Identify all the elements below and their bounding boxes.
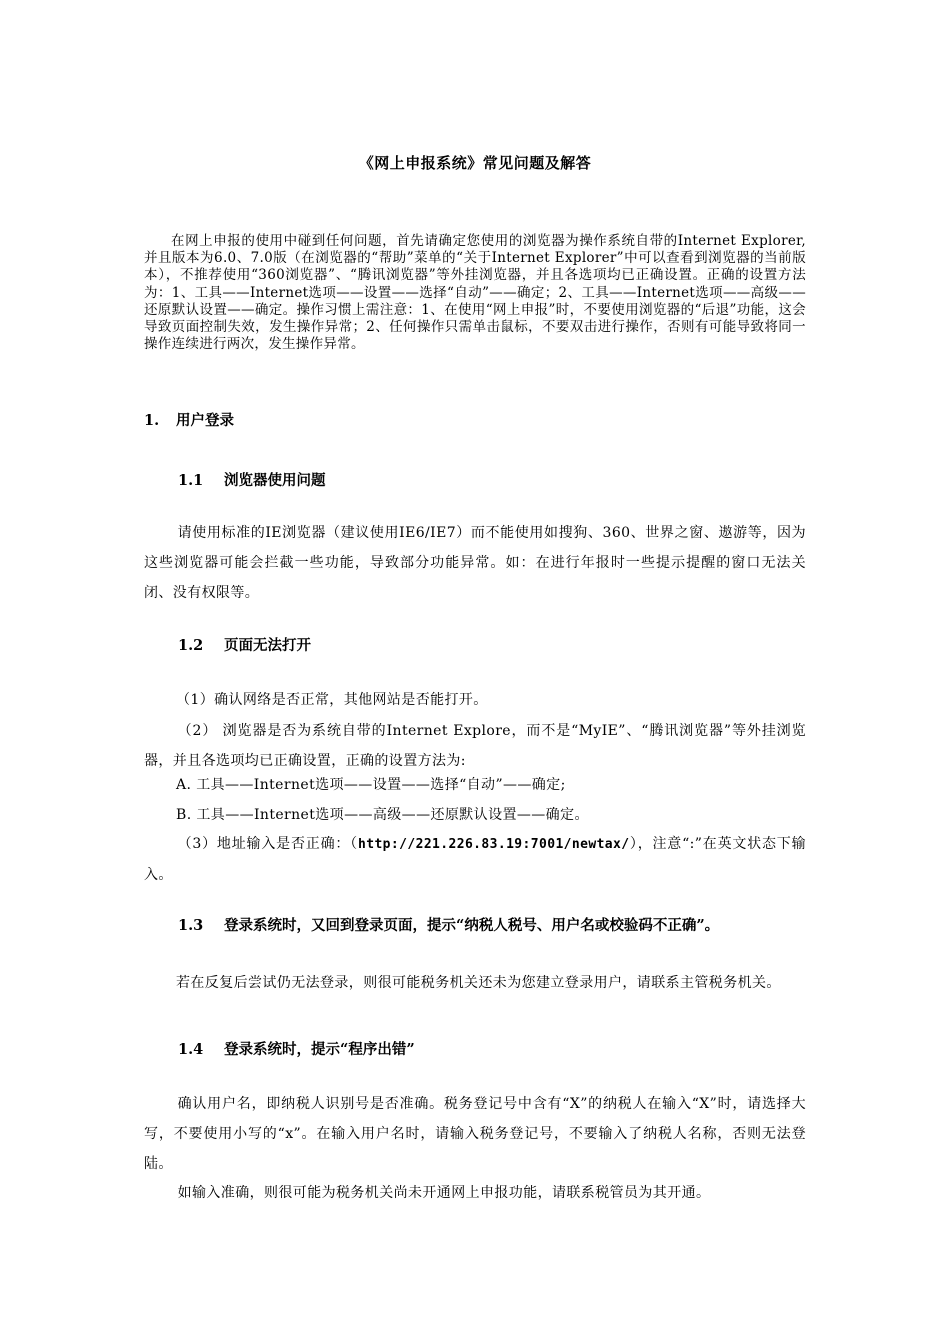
section-1-3-number: 1.3 bbox=[178, 917, 204, 934]
section-1-2-item-1: （1）确认网络是否正常，其他网站是否能打开。 bbox=[176, 692, 488, 708]
section-1-1-body: 请使用标准的IE浏览器（建议使用IE6/IE7）而不能使用如搜狗、360、世界之窗、遨游等，因为这些浏览器可能会拦截一些功能，导致部分功能异常。如：在进行年报时一些提示提醒的窗口无法关闭、没有权限等。 bbox=[144, 525, 806, 601]
section-1-2-item-3 bbox=[144, 829, 806, 890]
section-1-2-item-b: B. 工具——Internet选项——高级——还原默认设置——确定。 bbox=[176, 807, 589, 823]
intro-paragraph: 在网上申报的使用中碰到任何问题，首先请确定您使用的浏览器为操作系统自带的Internet Explorer,并且版本为6.0、7.0版（在浏览器的“帮助”菜单的“关于Internet Explorer”中可以查看到浏览器的当前版本），不推荐使用“360浏览器”、“腾讯浏览器”等外挂浏览器，并且各选项均已正确设置。正确的设置方法为：1、工具——Internet选项——设置——选择“自动”——确定；2、工具——Internet选项——高级——还原默认设置——确定。操作习惯上需注意：1、在使用“网上申报”时，不要使用浏览器的“后退”功能，这会导致页面控制失效，发生操作异常；2、任何操作只需单击鼠标，不要双击进行操作，否则有可能导致将同一操作连续进行两次，发生操作异常。 bbox=[144, 233, 806, 353]
section-1-2-heading bbox=[178, 634, 311, 655]
section-1-title: 用户登录 bbox=[176, 412, 234, 429]
section-1-3-body: 若在反复后尝试仍无法登录，则很可能税务机关还未为您建立登录用户，请联系主管税务机关。 bbox=[176, 975, 781, 991]
section-1-1-number: 1.1 bbox=[178, 472, 204, 489]
document-title: 《网上申报系统》常见问题及解答 bbox=[358, 154, 592, 172]
section-1-2-item-a: A. 工具——Internet选项——设置——选择“自动”——确定; bbox=[176, 777, 566, 793]
section-1-2-number: 1.2 bbox=[178, 637, 204, 654]
section-1-4-title: 登录系统时，提示“程序出错” bbox=[224, 1041, 415, 1058]
section-1-number: 1. bbox=[144, 412, 160, 429]
section-1-3-title: 登录系统时，又回到登录页面，提示“纳税人税号、用户名或校验码不正确”。 bbox=[224, 917, 720, 934]
section-1-2-title: 页面无法打开 bbox=[224, 637, 311, 654]
section-1-4-body-1: 确认用户名，即纳税人识别号是否准确。税务登记号中含有“X”的纳税人在输入“X”时，请选择大写，不要使用小写的“x”。在输入用户名时，请输入税务登记号，不要输入了纳税人名称，否则无法登陆。 bbox=[144, 1096, 806, 1172]
section-1-4-number: 1.4 bbox=[178, 1041, 204, 1058]
section-1-3-heading bbox=[178, 914, 719, 935]
system-url: http://221.226.83.19:7001/newtax/ bbox=[358, 837, 630, 852]
section-1-1-title: 浏览器使用问题 bbox=[224, 472, 326, 489]
section-1-2-item-2: （2） 浏览器是否为系统自带的Internet Explore，而不是“MyIE”、“腾讯浏览器”等外挂浏览器，并且各选项均已正确设置，正确的设置方法为: bbox=[144, 723, 806, 769]
section-1-4-body-2: 如输入准确，则很可能为税务机关尚未开通网上申报功能，请联系税管员为其开通。 bbox=[177, 1185, 711, 1201]
section-1-2-item-3-suffix: ），注意“:”在英文状态下输入。 bbox=[144, 836, 806, 883]
section-1-2-item-3-prefix: （3）地址输入是否正确：（ bbox=[177, 836, 358, 852]
section-1-4-heading bbox=[178, 1038, 415, 1059]
section-1-heading bbox=[144, 409, 234, 430]
section-1-1-heading bbox=[178, 469, 326, 490]
